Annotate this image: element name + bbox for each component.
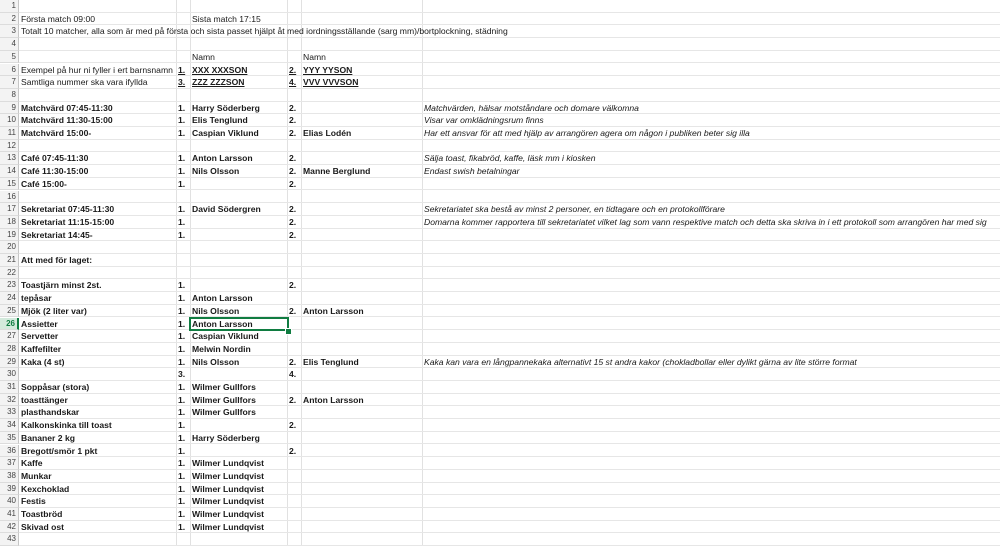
sheet-row[interactable]: [0, 406, 1000, 419]
sheet-row[interactable]: [0, 140, 1000, 153]
cell-e-row-7[interactable]: 4.: [289, 77, 297, 88]
cell-a-row-23[interactable]: Toastjärn minst 2st.: [21, 280, 102, 291]
cell-a-row-11[interactable]: Matchvärd 15:00-: [21, 128, 92, 138]
row-header[interactable]: 16: [0, 191, 19, 204]
cell-f-row-6[interactable]: YYY YYSON: [303, 64, 353, 75]
sheet-row[interactable]: [0, 25, 1000, 38]
cell-a-row-39[interactable]: Kexchoklad: [21, 483, 70, 494]
cell-d-row-25[interactable]: Nils Olsson: [192, 305, 240, 316]
cell-g-row-17[interactable]: Sekretariatet ska bestå av minst 2 personer, en tidtagare och en protokollförare: [424, 204, 725, 215]
cell-f-row-11[interactable]: Elias Lodén: [303, 128, 352, 138]
cell-c-row-31[interactable]: 1.: [178, 382, 186, 392]
cell-g-row-14[interactable]: Endast swish betalningar: [424, 166, 520, 177]
cell-c-row-42[interactable]: 1.: [178, 521, 186, 532]
cell-a-row-6[interactable]: Exempel på hur ni fyller i ert barnsnamn: [21, 64, 173, 75]
cell-a-row-26[interactable]: Assietter: [21, 318, 58, 329]
cell-d-row-14[interactable]: Nils Olsson: [192, 166, 240, 177]
sheet-row[interactable]: [0, 38, 1000, 51]
sheet-row[interactable]: [0, 254, 1000, 267]
sheet-row[interactable]: [0, 51, 1000, 64]
cell-f-row-14[interactable]: Manne Berglund: [303, 166, 371, 177]
sheet-row[interactable]: [0, 178, 1000, 191]
cell-c-row-32[interactable]: 1.: [178, 394, 186, 405]
row-header[interactable]: 19: [0, 229, 19, 242]
cell-a-row-28[interactable]: Kaffefilter: [21, 343, 62, 354]
cell-c-row-17[interactable]: 1.: [178, 204, 186, 215]
row-header[interactable]: 31: [0, 381, 19, 394]
row-header[interactable]: 4: [0, 38, 19, 51]
cell-c-row-7[interactable]: 3.: [178, 77, 186, 88]
row-header[interactable]: 28: [0, 343, 19, 356]
sheet-row[interactable]: [0, 521, 1000, 534]
cell-e-row-9[interactable]: 2.: [289, 102, 297, 113]
row-header[interactable]: 17: [0, 203, 19, 216]
cell-a-row-9[interactable]: Matchvärd 07:45-11:30: [21, 102, 113, 113]
cell-e-row-11[interactable]: 2.: [289, 128, 297, 138]
sheet-row[interactable]: [0, 508, 1000, 521]
row-header[interactable]: 3: [0, 25, 19, 38]
row-header[interactable]: 37: [0, 457, 19, 470]
sheet-row[interactable]: [0, 191, 1000, 204]
sheet-row[interactable]: [0, 13, 1000, 26]
sheet-row[interactable]: [0, 203, 1000, 216]
cell-f-row-32[interactable]: Anton Larsson: [303, 394, 364, 405]
row-header[interactable]: 1: [0, 0, 19, 13]
cell-a-row-34[interactable]: Kalkonskinka till toast: [21, 420, 112, 431]
sheet-row[interactable]: [0, 102, 1000, 115]
row-header[interactable]: 32: [0, 394, 19, 407]
cell-c-row-14[interactable]: 1.: [178, 166, 186, 177]
row-header[interactable]: 35: [0, 432, 19, 445]
cell-c-row-26[interactable]: 1.: [178, 318, 186, 329]
cell-e-row-34[interactable]: 2.: [289, 420, 297, 431]
cell-d-row-17[interactable]: David Södergren: [192, 204, 261, 215]
sheet-row[interactable]: [0, 432, 1000, 445]
cell-c-row-35[interactable]: 1.: [178, 432, 186, 443]
cell-a-row-29[interactable]: Kaka (4 st): [21, 356, 65, 367]
cell-d-row-9[interactable]: Harry Söderberg: [192, 102, 260, 113]
cell-d-row-13[interactable]: Anton Larsson: [192, 153, 253, 164]
cell-c-row-36[interactable]: 1.: [178, 445, 186, 456]
sheet-row[interactable]: [0, 533, 1000, 546]
row-header[interactable]: 41: [0, 508, 19, 521]
cell-f-row-29[interactable]: Elis Tenglund: [303, 356, 359, 367]
cell-a-row-14[interactable]: Café 11:30-15:00: [21, 166, 89, 177]
cell-g-row-18[interactable]: Domarna kommer rapportera till sekretariatet vilket lag som vann respektive match och detta ska skriva in i ett protokoll som arrangören har med sig: [424, 216, 987, 227]
row-header[interactable]: 23: [0, 279, 19, 292]
cell-e-row-36[interactable]: 2.: [289, 445, 297, 456]
cell-e-row-13[interactable]: 2.: [289, 153, 297, 164]
row-header[interactable]: 40: [0, 495, 19, 508]
cell-d-row-39[interactable]: Wilmer Lundqvist: [192, 483, 265, 494]
cell-a-row-18[interactable]: Sekretariat 11:15-15:00: [21, 216, 115, 227]
sheet-row[interactable]: [0, 305, 1000, 318]
row-header[interactable]: 5: [0, 51, 19, 64]
cell-d-row-38[interactable]: Wilmer Lundqvist: [192, 470, 265, 481]
sheet-row[interactable]: [0, 381, 1000, 394]
cell-d-row-31[interactable]: Wilmer Gullfors: [192, 382, 256, 392]
cell-d-row-27[interactable]: Caspian Viklund: [192, 331, 259, 342]
row-header[interactable]: 21: [0, 254, 19, 267]
cell-c-row-29[interactable]: 1.: [178, 356, 186, 367]
sheet-row[interactable]: [0, 0, 1000, 13]
cell-a-row-2[interactable]: Första match 09:00: [21, 13, 96, 24]
sheet-row[interactable]: [0, 394, 1000, 407]
cell-d-row-26[interactable]: Anton Larsson: [192, 318, 253, 329]
cell-a-row-21[interactable]: Att med för laget:: [21, 255, 93, 265]
cell-d-row-42[interactable]: Wilmer Lundqvist: [192, 521, 265, 532]
cell-c-row-13[interactable]: 1.: [178, 153, 186, 164]
row-header[interactable]: 20: [0, 241, 19, 254]
cell-a-row-25[interactable]: Mjök (2 liter var): [21, 305, 87, 316]
sheet-row[interactable]: [0, 267, 1000, 280]
row-header[interactable]: 36: [0, 445, 19, 458]
cell-d-row-37[interactable]: Wilmer Lundqvist: [192, 458, 265, 469]
cell-e-row-32[interactable]: 2.: [289, 394, 297, 405]
cell-f-row-25[interactable]: Anton Larsson: [303, 305, 364, 316]
cell-c-row-18[interactable]: 1.: [178, 216, 186, 227]
cell-d-row-10[interactable]: Elis Tenglund: [192, 115, 248, 126]
sheet-row[interactable]: [0, 470, 1000, 483]
sheet-row[interactable]: [0, 368, 1000, 381]
cell-f-row-7[interactable]: VVV VVVSON: [303, 77, 359, 88]
cell-g-row-29[interactable]: Kaka kan vara en långpannekaka alternativt 15 st andra kakor (chokladbollar eller dylikt gärna av lite större format: [424, 356, 857, 367]
cell-d-row-40[interactable]: Wilmer Lundqvist: [192, 496, 265, 507]
cell-c-row-15[interactable]: 1.: [178, 178, 186, 189]
cell-e-row-10[interactable]: 2.: [289, 115, 297, 126]
row-header[interactable]: 14: [0, 165, 19, 178]
sheet-row[interactable]: [0, 483, 1000, 496]
cell-a-row-13[interactable]: Café 07:45-11:30: [21, 153, 89, 164]
cell-d-row-28[interactable]: Melwin Nordin: [192, 343, 251, 354]
cell-a-row-3[interactable]: Totalt 10 matcher, alla som är med på första och sista passet hjälpt åt med iordningsställande (sarg mm)/bortplockning, städning: [21, 26, 508, 37]
cell-a-row-41[interactable]: Toastbröd: [21, 509, 63, 519]
cell-c-row-19[interactable]: 1.: [178, 229, 186, 240]
row-header[interactable]: 13: [0, 152, 19, 165]
cell-d-row-5[interactable]: Namn: [192, 51, 215, 62]
row-header[interactable]: 15: [0, 178, 19, 191]
cell-d-row-41[interactable]: Wilmer Lundqvist: [192, 509, 265, 519]
row-header[interactable]: 24: [0, 292, 19, 305]
sheet-row[interactable]: [0, 64, 1000, 77]
cell-e-row-25[interactable]: 2.: [289, 305, 297, 316]
cell-e-row-6[interactable]: 2.: [289, 64, 297, 75]
cell-d-row-7[interactable]: ZZZ ZZZSON: [192, 77, 245, 88]
sheet-row[interactable]: [0, 445, 1000, 458]
row-header[interactable]: 6: [0, 64, 19, 77]
sheet-row[interactable]: [0, 343, 1000, 356]
sheet-row[interactable]: [0, 114, 1000, 127]
cell-a-row-7[interactable]: Samtliga nummer ska vara ifyllda: [21, 77, 148, 88]
row-header[interactable]: 34: [0, 419, 19, 432]
cell-e-row-30[interactable]: 4.: [289, 369, 297, 380]
row-header[interactable]: 7: [0, 76, 19, 89]
cell-d-row-11[interactable]: Caspian Viklund: [192, 128, 259, 138]
cell-a-row-19[interactable]: Sekretariat 14:45-: [21, 229, 93, 240]
cell-c-row-37[interactable]: 1.: [178, 458, 186, 469]
cell-d-row-33[interactable]: Wilmer Gullfors: [192, 407, 256, 418]
cell-e-row-19[interactable]: 2.: [289, 229, 297, 240]
cell-c-row-25[interactable]: 1.: [178, 305, 186, 316]
row-header[interactable]: 18: [0, 216, 19, 229]
cell-c-row-11[interactable]: 1.: [178, 128, 186, 138]
row-header[interactable]: 26: [0, 318, 19, 331]
sheet-row[interactable]: [0, 318, 1000, 331]
cell-a-row-31[interactable]: Soppåsar (stora): [21, 382, 90, 392]
sheet-row[interactable]: [0, 152, 1000, 165]
cell-a-row-17[interactable]: Sekretariat 07:45-11:30: [21, 204, 115, 215]
row-header[interactable]: 33: [0, 406, 19, 419]
sheet-row[interactable]: [0, 356, 1000, 369]
sheet-row[interactable]: [0, 279, 1000, 292]
sheet-row[interactable]: [0, 127, 1000, 140]
cell-e-row-23[interactable]: 2.: [289, 280, 297, 291]
sheet-row[interactable]: [0, 216, 1000, 229]
cell-d-row-2[interactable]: Sista match 17:15: [192, 13, 261, 24]
cell-c-row-6[interactable]: 1.: [178, 64, 186, 75]
sheet-row[interactable]: [0, 76, 1000, 89]
cell-a-row-40[interactable]: Festis: [21, 496, 46, 507]
cell-g-row-10[interactable]: Visar var omklädningsrum finns: [424, 115, 544, 126]
row-header[interactable]: 9: [0, 102, 19, 115]
row-header[interactable]: 22: [0, 267, 19, 280]
cell-a-row-36[interactable]: Bregott/smör 1 pkt: [21, 445, 98, 456]
cell-a-row-38[interactable]: Munkar: [21, 470, 52, 481]
row-header[interactable]: 42: [0, 521, 19, 534]
cell-a-row-32[interactable]: toasttänger: [21, 394, 68, 405]
cell-a-row-27[interactable]: Servetter: [21, 331, 59, 342]
sheet-row[interactable]: [0, 229, 1000, 242]
sheet-row[interactable]: [0, 330, 1000, 343]
cell-a-row-35[interactable]: Bananer 2 kg: [21, 432, 75, 443]
row-header[interactable]: 10: [0, 114, 19, 127]
cell-g-row-9[interactable]: Matchvärden, hälsar motståndare och domare välkomna: [424, 102, 639, 113]
cell-c-row-10[interactable]: 1.: [178, 115, 186, 126]
cell-e-row-29[interactable]: 2.: [289, 356, 297, 367]
cell-a-row-15[interactable]: Café 15:00-: [21, 178, 67, 189]
cell-d-row-24[interactable]: Anton Larsson: [192, 293, 253, 304]
cell-g-row-11[interactable]: Har ett ansvar för att med hjälp av arrangören agera om någon i publiken beter sig illa: [424, 128, 750, 138]
sheet-row[interactable]: [0, 419, 1000, 432]
row-header[interactable]: 29: [0, 356, 19, 369]
selected-cell-outline[interactable]: [189, 317, 289, 332]
cell-d-row-32[interactable]: Wilmer Gullfors: [192, 394, 256, 405]
cell-c-row-23[interactable]: 1.: [178, 280, 186, 291]
row-header[interactable]: 11: [0, 127, 19, 140]
cell-c-row-39[interactable]: 1.: [178, 483, 186, 494]
sheet-row[interactable]: [0, 457, 1000, 470]
row-header[interactable]: 43: [0, 533, 19, 546]
row-header[interactable]: 39: [0, 483, 19, 496]
cell-c-row-24[interactable]: 1.: [178, 293, 186, 304]
sheet-row[interactable]: [0, 292, 1000, 305]
cell-d-row-6[interactable]: XXX XXXSON: [192, 64, 248, 75]
row-header[interactable]: 2: [0, 13, 19, 26]
sheet-row[interactable]: [0, 89, 1000, 102]
cell-c-row-30[interactable]: 3.: [178, 369, 186, 380]
cell-c-row-34[interactable]: 1.: [178, 420, 186, 431]
cell-a-row-10[interactable]: Matchvärd 11:30-15:00: [21, 115, 113, 126]
cell-c-row-40[interactable]: 1.: [178, 496, 186, 507]
row-header[interactable]: 27: [0, 330, 19, 343]
row-header[interactable]: 25: [0, 305, 19, 318]
cell-g-row-13[interactable]: Sälja toast, fikabröd, kaffe, läsk mm i kiosken: [424, 153, 596, 164]
cell-c-row-27[interactable]: 1.: [178, 331, 186, 342]
cell-d-row-35[interactable]: Harry Söderberg: [192, 432, 260, 443]
cell-d-row-29[interactable]: Nils Olsson: [192, 356, 240, 367]
cell-e-row-14[interactable]: 2.: [289, 166, 297, 177]
row-header[interactable]: 30: [0, 368, 19, 381]
sheet-row[interactable]: [0, 241, 1000, 254]
row-header[interactable]: 12: [0, 140, 19, 153]
row-header[interactable]: 38: [0, 470, 19, 483]
cell-a-row-42[interactable]: Skivad ost: [21, 521, 64, 532]
sheet-row[interactable]: [0, 495, 1000, 508]
cell-a-row-37[interactable]: Kaffe: [21, 458, 43, 469]
cell-c-row-28[interactable]: 1.: [178, 343, 186, 354]
cell-a-row-33[interactable]: plasthandskar: [21, 407, 80, 418]
cell-e-row-18[interactable]: 2.: [289, 216, 297, 227]
cell-f-row-5[interactable]: Namn: [303, 51, 326, 62]
cell-c-row-9[interactable]: 1.: [178, 102, 186, 113]
cell-a-row-24[interactable]: tepåsar: [21, 293, 52, 304]
row-header[interactable]: 8: [0, 89, 19, 102]
cell-c-row-33[interactable]: 1.: [178, 407, 186, 418]
cell-c-row-41[interactable]: 1.: [178, 509, 186, 519]
cell-e-row-15[interactable]: 2.: [289, 178, 297, 189]
cell-e-row-17[interactable]: 2.: [289, 204, 297, 215]
sheet-row[interactable]: [0, 165, 1000, 178]
cell-c-row-38[interactable]: 1.: [178, 470, 186, 481]
